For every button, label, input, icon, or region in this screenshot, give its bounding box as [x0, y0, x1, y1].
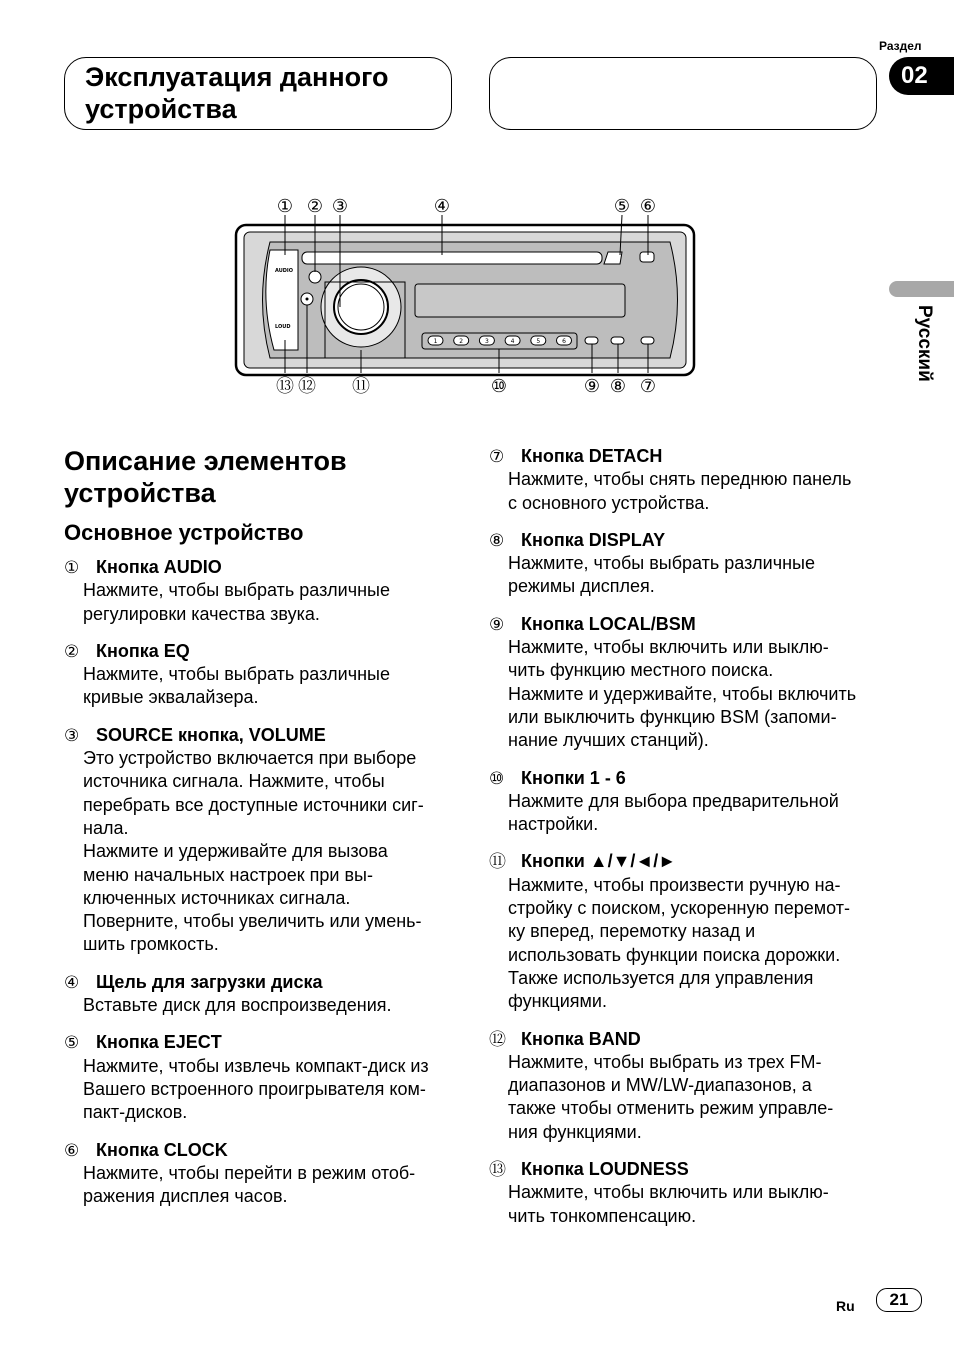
- preset-number: 5: [536, 338, 541, 345]
- callout-label: ⑬: [276, 376, 294, 397]
- description-line: чить функцию местного поиска.: [508, 660, 774, 681]
- audio-loud-rocker: [266, 250, 298, 350]
- item-title-row: [489, 1158, 889, 1181]
- description-line: шить громкость.: [83, 934, 219, 955]
- description-line: Нажмите, чтобы перейти в режим отоб-: [83, 1162, 416, 1183]
- preset-number: 2: [459, 338, 464, 345]
- description-line: Нажмите, чтобы включить или выклю-: [508, 1182, 829, 1203]
- item-title: Кнопка LOUDNESS: [521, 1159, 689, 1180]
- description-line: Нажмите, чтобы извлечь компакт-диск из: [83, 1055, 429, 1076]
- description-line: пакт-дисков.: [83, 1102, 188, 1123]
- item-title: Кнопка EJECT: [96, 1032, 222, 1053]
- callout-label: ①: [276, 196, 294, 217]
- item-description: [489, 636, 889, 752]
- display-window: [415, 284, 625, 317]
- empty-header-box: [489, 57, 877, 130]
- item-title-row: [64, 971, 464, 994]
- callout-label: ⑫: [298, 376, 316, 397]
- detach-button: [641, 337, 654, 344]
- item-title-row: [64, 1031, 464, 1054]
- item-title: Кнопка BAND: [521, 1028, 641, 1049]
- description-line: стройку с поиском, ускоренную перемот-: [508, 898, 850, 919]
- description-item: [64, 971, 464, 1018]
- page-number: 21: [876, 1288, 922, 1312]
- description-item: [489, 1028, 889, 1144]
- description-line: Нажмите, чтобы произвести ручную на-: [508, 874, 841, 895]
- item-title-row: [489, 445, 889, 468]
- item-description: [489, 468, 889, 515]
- item-title: Кнопка DETACH: [521, 446, 663, 466]
- description-line: Нажмите для выбора предварительной: [508, 790, 839, 811]
- description-line: кривые эквалайзера.: [83, 687, 259, 708]
- left-column: [64, 445, 464, 1222]
- item-title-row: [489, 613, 889, 636]
- description-item: [64, 640, 464, 710]
- description-line: меню начальных настроек при вы-: [83, 864, 373, 885]
- callout-label: ②: [306, 196, 324, 217]
- item-description: [64, 1162, 464, 1209]
- callout-label: ⑤: [613, 196, 631, 217]
- description-item: [64, 1139, 464, 1209]
- description-item: [489, 445, 889, 515]
- callout-label: ⑧: [609, 376, 627, 397]
- callout-label: ④: [433, 196, 451, 217]
- description-line: Нажмите и удерживайте для вызова: [83, 841, 388, 862]
- source-volume-knob: [334, 280, 388, 334]
- description-item: [64, 724, 464, 957]
- description-item: [489, 1158, 889, 1228]
- item-description: [489, 790, 889, 837]
- preset-number: 4: [510, 338, 515, 345]
- item-title-row: [489, 529, 889, 552]
- description-item: [489, 613, 889, 753]
- eq-button: [309, 271, 321, 283]
- item-title-row: [64, 1139, 464, 1162]
- description-line: с основного устройства.: [508, 492, 710, 513]
- item-title-row: [64, 556, 464, 579]
- description-item: [489, 529, 889, 599]
- description-line: использовать функции поиска дорожки.: [508, 944, 841, 965]
- description-line: ку вперед, перемотку назад и: [508, 921, 756, 942]
- description-line: диапазонов и MW/LW-диапазонов, а: [508, 1075, 812, 1096]
- item-description: [64, 1055, 464, 1125]
- description-line: настройки.: [508, 814, 599, 835]
- item-title-row: [489, 850, 889, 873]
- preset-number: 6: [562, 338, 566, 345]
- callout-label: ③: [331, 196, 349, 217]
- item-description: [489, 552, 889, 599]
- item-number: ④: [64, 972, 80, 992]
- item-number: ③: [64, 725, 80, 745]
- item-number: ⑥: [64, 1140, 80, 1160]
- item-title: SOURCE кнопка, VOLUME: [96, 724, 326, 745]
- description-line: Это устройство включается при выборе: [83, 748, 417, 769]
- items-list-right: [489, 445, 889, 1228]
- preset-number: 1: [433, 338, 438, 345]
- item-title: Кнопка DISPLAY: [521, 529, 666, 550]
- description-line: ния функциями.: [508, 1121, 642, 1142]
- description-line: Нажмите, чтобы выбрать различные: [508, 553, 815, 574]
- description-line: функциями.: [508, 991, 607, 1012]
- description-line: или выключить функцию BSM (запоми-: [508, 706, 837, 727]
- description-line: Нажмите, чтобы снять переднюю панель: [508, 469, 852, 490]
- item-description: [489, 1181, 889, 1228]
- item-title: Кнопка AUDIO: [96, 557, 222, 577]
- item-title: Кнопка EQ: [96, 640, 190, 661]
- description-line: нала.: [83, 817, 129, 838]
- item-number: ①: [64, 558, 80, 577]
- description-item: [64, 1031, 464, 1124]
- description-line: Поверните, чтобы увеличить или умень-: [83, 911, 422, 932]
- loud-text: LOUD: [275, 324, 291, 330]
- description-line: перебрать все доступные источники сиг-: [83, 794, 424, 815]
- description-item: [489, 767, 889, 837]
- description-line: Нажмите, чтобы выбрать различные: [83, 580, 390, 601]
- callout-label: ⑪: [352, 376, 370, 397]
- item-description: [489, 1051, 889, 1144]
- section-title-box: [64, 57, 452, 130]
- section-number-tab: 02: [889, 57, 954, 95]
- item-title: Кнопки 1 - 6: [521, 767, 626, 788]
- item-title-row: [489, 1028, 889, 1051]
- language-tab-bar: [889, 281, 954, 297]
- item-description: [489, 874, 889, 1014]
- section-label: Раздел: [879, 39, 922, 53]
- callout-label: ⑨: [583, 376, 601, 397]
- item-number: ⑦: [489, 447, 505, 466]
- description-line: регулировки качества звука.: [83, 603, 320, 624]
- item-number: ⑤: [64, 1033, 80, 1053]
- item-number: ⑩: [489, 768, 505, 788]
- item-number: ②: [64, 641, 80, 661]
- item-title: Щель для загрузки диска: [96, 971, 323, 992]
- description-line: режимы дисплея.: [508, 576, 655, 597]
- display-button: [611, 337, 624, 344]
- description-line: Также используется для управления: [508, 967, 814, 988]
- callout-label: ⑥: [639, 196, 657, 217]
- disc-slot: [302, 252, 602, 264]
- right-column: [489, 445, 889, 1242]
- device-diagram: [230, 190, 700, 400]
- section-title: Эксплуатация данного устройства: [85, 62, 389, 124]
- item-title: Кнопка CLOCK: [96, 1139, 228, 1160]
- description-line: Нажмите и удерживайте, чтобы включить: [508, 683, 857, 704]
- preset-number: 3: [484, 338, 489, 345]
- item-number: ⑬: [489, 1160, 506, 1180]
- item-description: [64, 579, 464, 626]
- description-item: [489, 850, 889, 1013]
- item-title-row: [489, 767, 889, 790]
- item-number: ⑨: [489, 614, 505, 634]
- footer-language: Ru: [836, 1298, 855, 1314]
- description-line: источника сигнала. Нажмите, чтобы: [83, 771, 385, 792]
- item-title: Кнопки ▲/▼/◄/►: [521, 851, 677, 872]
- item-description: [64, 663, 464, 710]
- item-title-row: [64, 724, 464, 747]
- subheading: Основное устройство: [64, 520, 304, 545]
- item-number: ⑧: [489, 530, 505, 550]
- item-description: [64, 747, 464, 957]
- description-line: Нажмите, чтобы выбрать различные: [83, 664, 390, 685]
- description-line: Нажмите, чтобы выбрать из трех FM-: [508, 1051, 822, 1072]
- local-bsm-button: [585, 337, 598, 344]
- audio-text: AUDIO: [275, 268, 294, 274]
- description-line: ключенных источниках сигнала.: [83, 887, 351, 908]
- item-title: Кнопка LOCAL/BSM: [521, 613, 696, 634]
- callout-label: ⑩: [490, 376, 508, 397]
- description-line: чить тонкомпенсацию.: [508, 1205, 697, 1226]
- language-label: Русский: [914, 305, 935, 382]
- description-line: Вставьте диск для воспроизведения.: [83, 995, 392, 1016]
- item-description: [64, 994, 464, 1017]
- description-line: ражения дисплея часов.: [83, 1186, 288, 1207]
- clock-button: [640, 252, 654, 262]
- description-line: также чтобы отменить режим управле-: [508, 1098, 834, 1119]
- item-number: ⑫: [489, 1029, 506, 1049]
- description-item: [64, 556, 464, 626]
- items-list-left: [64, 556, 464, 1208]
- description-line: Нажмите, чтобы включить или выклю-: [508, 637, 829, 658]
- description-line: нание лучших станций).: [508, 730, 709, 751]
- item-number: ⑪: [489, 852, 506, 872]
- callout-label: ⑦: [639, 376, 657, 397]
- item-title-row: [64, 640, 464, 663]
- description-line: Вашего встроенного проигрывателя ком-: [83, 1078, 426, 1099]
- main-heading: Описание элементов устройства: [64, 446, 347, 508]
